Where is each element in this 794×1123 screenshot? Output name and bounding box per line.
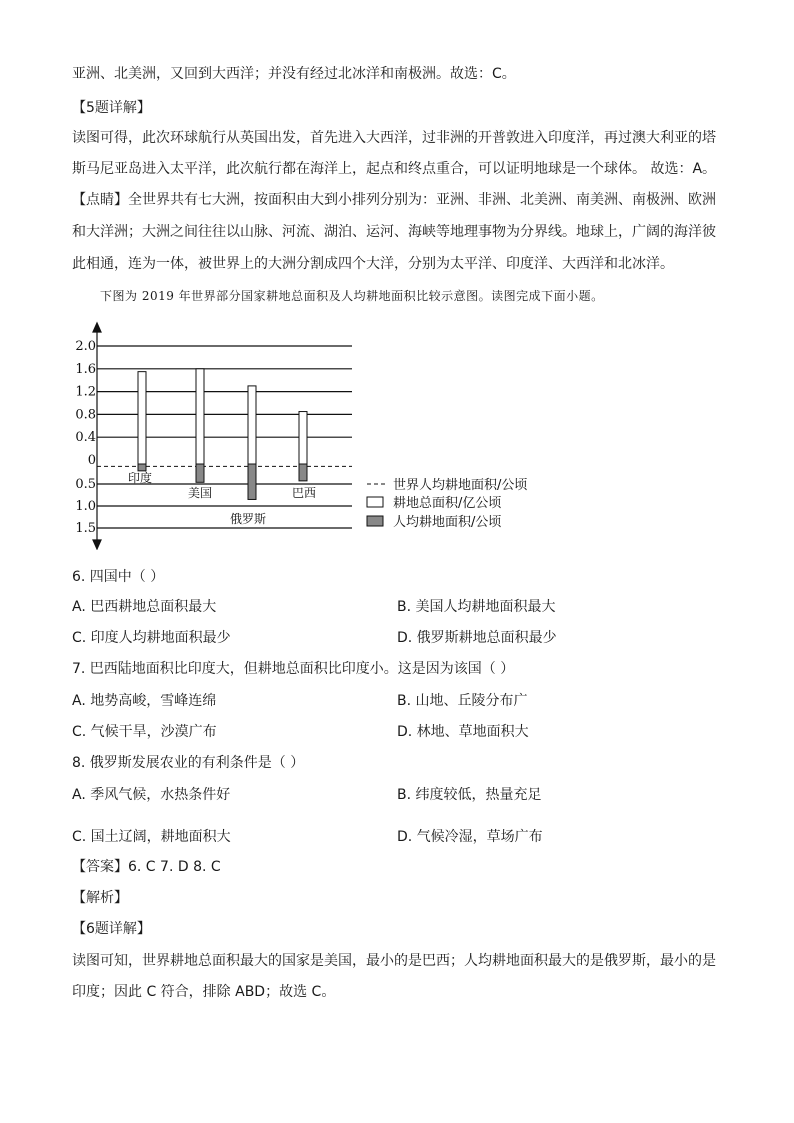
legend-percapita-label: 人均耕地面积/公顷 bbox=[393, 515, 502, 530]
tick-label: 1.2 bbox=[75, 384, 96, 400]
q6-option-d[interactable]: D. 俄罗斯耕地总面积最少 bbox=[397, 630, 557, 646]
tip-line: 此相通，连为一体，被世界上的大洲分割成四个大洋，分别为太平洋、印度洋、大西洋和北冰洋。 bbox=[72, 256, 674, 272]
bar-percapita-3 bbox=[299, 464, 307, 481]
answer-line bbox=[72, 857, 724, 877]
q7-option-d[interactable]: D. 林地、草地面积大 bbox=[397, 724, 529, 740]
q7-option-b[interactable]: B. 山地、丘陵分布广 bbox=[397, 693, 528, 709]
legend-reference-label: 世界人均耕地面积/公顷 bbox=[393, 478, 528, 493]
bar-total-1 bbox=[196, 369, 204, 464]
q6-option-b[interactable]: B. 美国人均耕地面积最大 bbox=[397, 599, 556, 615]
tick-label: 2.0 bbox=[75, 339, 96, 354]
text-line: 读图可得，此次环球航行从英国出发，首先进入大西洋，过非洲的开普敦进入印度洋，再过澳大利亚的塔 bbox=[72, 130, 716, 146]
y-axis-arrow-bottom bbox=[93, 540, 101, 549]
answer-text: 6. C 7. D 8. C bbox=[128, 859, 221, 875]
bar-total-2 bbox=[248, 386, 256, 464]
tick-label: 1.0 bbox=[75, 499, 96, 514]
category-label: 美国 bbox=[187, 486, 213, 500]
bar-percapita-1 bbox=[196, 464, 204, 482]
bar-percapita-2 bbox=[248, 464, 256, 499]
bar-total-3 bbox=[299, 412, 307, 464]
text-line: 读图可知，世界耕地总面积最大的国家是美国，最小的是巴西；人均耕地面积最大的是俄罗斯，最小的是 bbox=[72, 953, 716, 969]
text-line: 亚洲、北美洲，又回到大西洋；并没有经过北冰洋和南极洲。故选：C。 bbox=[72, 66, 516, 82]
tip-line: 和大洋洲；大洲之间往往以山脉、河流、湖泊、运河、海峡等地理事物为分界线。地球上，广阔的海洋彼 bbox=[72, 224, 716, 240]
question-6: 6. 四国中（ ） bbox=[72, 569, 165, 585]
text-line: 印度；因此 C 符合，排除 ABD；故选 C。 bbox=[72, 984, 336, 1000]
tick-label: 0.8 bbox=[75, 407, 96, 423]
tick-label: 0 bbox=[87, 453, 96, 468]
category-label: 巴西 bbox=[291, 486, 317, 500]
q7-option-a[interactable]: A. 地势高峻，雪峰连绵 bbox=[72, 693, 217, 709]
q8-option-a[interactable]: A. 季风气候，水热条件好 bbox=[72, 787, 231, 803]
q7-option-c[interactable]: C. 气候干旱，沙漠广布 bbox=[72, 724, 217, 740]
tick-label: 0.5 bbox=[75, 477, 96, 492]
figure-caption: 下图为 2019 年世界部分国家耕地总面积及人均耕地面积比较示意图。读图完成下面小题。 bbox=[100, 289, 604, 303]
analysis-label: 【解析】 bbox=[72, 890, 128, 906]
q8-option-c[interactable]: C. 国土辽阔，耕地面积大 bbox=[72, 829, 231, 845]
legend-percapita-swatch bbox=[367, 516, 383, 526]
answer-label: 【答案】 bbox=[72, 859, 128, 875]
tick-label: 1.6 bbox=[75, 361, 96, 377]
q6-option-c[interactable]: C. 印度人均耕地面积最少 bbox=[72, 630, 231, 646]
bar-percapita-0 bbox=[138, 464, 146, 471]
legend-total-swatch bbox=[367, 497, 383, 507]
category-label: 俄罗斯 bbox=[229, 512, 267, 526]
category-label: 印度 bbox=[127, 471, 153, 485]
bar-total-0 bbox=[138, 372, 146, 464]
chart bbox=[60, 320, 560, 550]
q8-option-d[interactable]: D. 气候冷湿，草场广布 bbox=[397, 829, 543, 845]
question-8: 8. 俄罗斯发展农业的有利条件是（ ） bbox=[72, 755, 305, 771]
legend-total-label: 耕地总面积/亿公顷 bbox=[393, 496, 502, 511]
tip-line: 【点睛】全世界共有七大洲，按面积由大到小排列分别为：亚洲、非洲、北美洲、南美洲、南极洲、欧洲 bbox=[72, 192, 716, 208]
y-axis-arrow-top bbox=[93, 323, 101, 332]
q6-option-a[interactable]: A. 巴西耕地总面积最大 bbox=[72, 599, 217, 615]
question-7: 7. 巴西陆地面积比印度大，但耕地总面积比印度小。这是因为该国（ ） bbox=[72, 661, 515, 677]
q5-header: 【5题详解】 bbox=[72, 100, 151, 116]
tick-label: 0.4 bbox=[75, 430, 96, 446]
q8-option-b[interactable]: B. 纬度较低，热量充足 bbox=[397, 787, 542, 803]
q6-header: 【6题详解】 bbox=[72, 921, 151, 937]
text-line: 斯马尼亚岛进入太平洋，此次航行都在海洋上，起点和终点重合，可以证明地球是一个球体。 故选：A。 bbox=[72, 161, 717, 177]
tick-label: 1.5 bbox=[75, 521, 96, 536]
